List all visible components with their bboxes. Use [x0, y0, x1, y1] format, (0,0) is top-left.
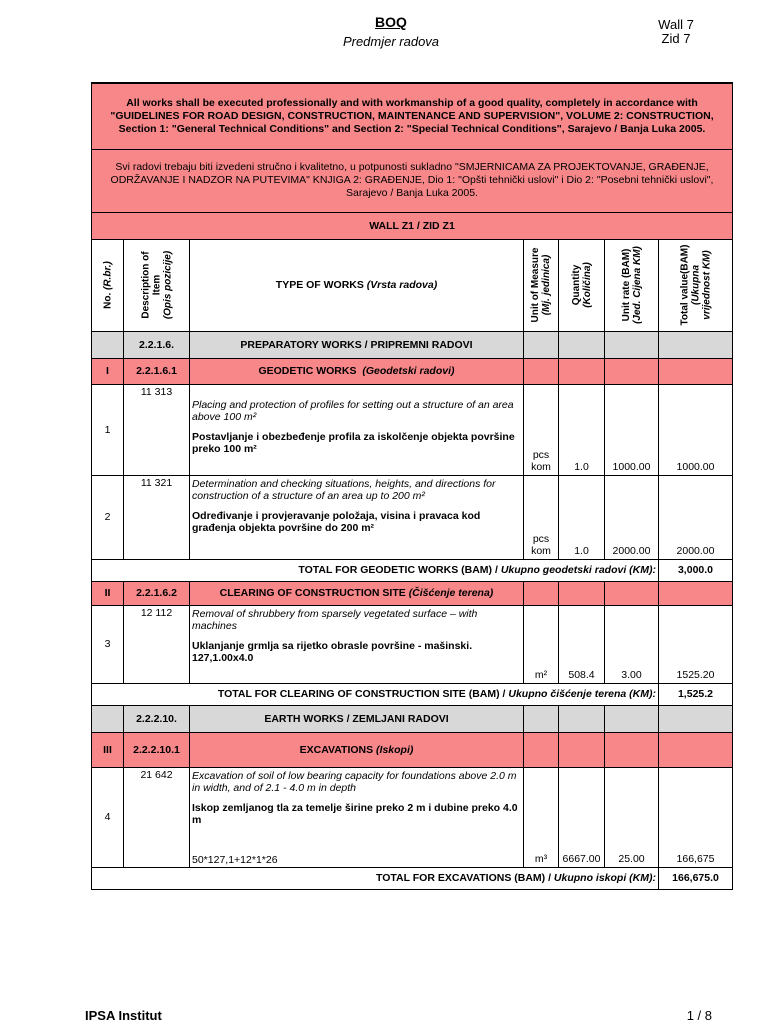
item-rate: 2000.00 [605, 475, 659, 559]
item-description-en: Determination and checking situations, heights, and directions for construction of a structure of an area up to 200 m² [192, 477, 496, 502]
total-label: TOTAL FOR GEODETIC WORKS (BAM) / Ukupno geodetski radovi (KM): [92, 559, 659, 581]
column-header-row [92, 239, 733, 331]
item-total: 2000.00 [659, 475, 733, 559]
item-code: 12 112 [124, 605, 190, 683]
col-qty-bs: (Količina) [581, 262, 593, 308]
total-value: 3,000.0 [659, 559, 733, 581]
col-no-en: No. [102, 292, 113, 309]
intro-english: All works shall be executed professionally and with workmanship of a good quality, completely in accordance with "GUIDELINES FOR ROAD DESIGN, CONSTRUCTION, MAINTENANCE AND SUPERVISION", VOLUME 2: CONSTRUCTION, Section 1: "General Technical Conditions" and Section 2: "Special Technical Conditions", Sarajevo / Banja Luka 2005. [92, 83, 733, 149]
section-row-prep [92, 331, 733, 358]
item-rate: 25.00 [605, 767, 659, 867]
total-row-excav [92, 867, 733, 889]
col-no-bs: (R.br.) [102, 261, 113, 290]
item-unit: m² [524, 605, 559, 683]
item-description [190, 605, 524, 683]
section-title: PREPARATORY WORKS / PRIPREMNI RADOVI [190, 331, 524, 358]
col-header-total [659, 239, 733, 331]
item-quantity: 1.0 [559, 475, 605, 559]
item-code: 11 313 [124, 384, 190, 475]
intro-en-row [92, 83, 733, 149]
wall-reference-en: Wall 7 [658, 17, 694, 32]
section-title: EARTH WORKS / ZEMLJANI RADOVI [190, 705, 524, 732]
item-code: 11 321 [124, 475, 190, 559]
col-type-en: TYPE OF WORKS [275, 279, 364, 291]
subsection-roman: II [92, 581, 124, 605]
col-header-no [92, 239, 124, 331]
subsection-row-excav [92, 732, 733, 767]
col-rate-bs: (Jed. Cijena KM) [631, 246, 643, 324]
total-value: 166,675.0 [659, 867, 733, 889]
subsection-code: 2.2.1.6.1 [124, 358, 190, 384]
item-description-bs: Određivanje i provjeravanje položaja, visina i pravaca kod građenja objekta površine do 200 m² [192, 509, 481, 534]
boq-table [91, 82, 733, 890]
col-header-description [124, 239, 190, 331]
item-unit: m³ [524, 767, 559, 867]
col-header-quantity [559, 239, 605, 331]
col-unit-bs: (Mj. jedinica) [541, 254, 552, 316]
col-type-bs: (Vrsta radova) [366, 279, 438, 291]
section-code: 2.2.2.10. [124, 705, 190, 732]
footer-organization: IPSA Institut [85, 1008, 162, 1023]
subsection-code: 2.2.1.6.2 [124, 581, 190, 605]
item-description-bs: Uklanjanje grmlja sa rijetko obrasle površine - mašinski. 127,1.00x4.0 [192, 639, 473, 664]
item-description [190, 767, 524, 867]
item-unit: pcs kom [524, 384, 559, 475]
item-description [190, 384, 524, 475]
intro-bs-row [92, 149, 733, 212]
subsection-title: CLEARING OF CONSTRUCTION SITE (Čišćenje terena) [190, 581, 524, 605]
wall-label-row [92, 212, 733, 239]
document-subtitle: Predmjer radova [342, 34, 440, 49]
total-row-geo [92, 559, 733, 581]
col-total-en: Total value(BAM) [679, 244, 690, 326]
item-description-bs: Postavljanje i obezbeđenje profila za iskolčenje objekta površine preko 100 m² [192, 430, 515, 455]
subsection-title: EXCAVATIONS (Iskopi) [190, 732, 524, 767]
item-no: 1 [92, 384, 124, 475]
item-total: 1000.00 [659, 384, 733, 475]
col-header-rate [605, 239, 659, 331]
col-rate-en: Unit rate (BAM) [620, 248, 632, 322]
item-no: 4 [92, 767, 124, 867]
item-no: 2 [92, 475, 124, 559]
section-code: 2.2.1.6. [124, 331, 190, 358]
item-rate: 3.00 [605, 605, 659, 683]
section-row-earth [92, 705, 733, 732]
subsection-row-geo [92, 358, 733, 384]
item-row [92, 475, 733, 559]
item-quantity: 6667.00 [559, 767, 605, 867]
col-unit-en: Unit of Measure [530, 247, 541, 323]
item-code: 21 642 [124, 767, 190, 867]
item-total: 166,675 [659, 767, 733, 867]
subsection-row-clearing [92, 581, 733, 605]
item-row [92, 384, 733, 475]
item-quantity: 508.4 [559, 605, 605, 683]
document-title: BOQ [375, 14, 407, 30]
total-label: TOTAL FOR EXCAVATIONS (BAM) / Ukupno iskopi (KM): [92, 867, 659, 889]
col-desc-bs: (Opis pozicije) [162, 250, 173, 320]
item-unit: pcs kom [524, 475, 559, 559]
wall-reference-bs: Zid 7 [661, 31, 691, 46]
col-header-type [190, 239, 524, 331]
item-total: 1525.20 [659, 605, 733, 683]
item-row [92, 605, 733, 683]
subsection-roman: III [92, 732, 124, 767]
footer-page-number: 1 / 8 [686, 1008, 712, 1023]
col-qty-en: Quantity [570, 264, 582, 306]
item-calculation: 50*127,1+12*1*26 [192, 853, 278, 866]
item-no: 3 [92, 605, 124, 683]
item-description-en: Removal of shrubbery from sparsely vegetated surface – with machines [192, 607, 478, 632]
item-description-bs: Iskop zemljanog tla za temelje širine preko 2 m i dubine preko 4.0 m [192, 801, 518, 826]
item-description [190, 475, 524, 559]
col-desc-en: Description of Item [140, 251, 162, 319]
item-rate: 1000.00 [605, 384, 659, 475]
item-description-en: Placing and protection of profiles for setting out a structure of an area above 100 m² [192, 398, 514, 423]
subsection-code: 2.2.2.10.1 [124, 732, 190, 767]
item-row [92, 767, 733, 867]
total-row-clearing [92, 683, 733, 705]
subsection-title: GEODETIC WORKS (Geodetski radovi) [190, 358, 524, 384]
wall-reference [646, 18, 706, 46]
wall-label: WALL Z1 / ZID Z1 [92, 212, 733, 239]
col-header-unit [524, 239, 559, 331]
col-total-bs: (Ukupna vrijednost KM) [690, 250, 712, 320]
subsection-roman: I [92, 358, 124, 384]
item-quantity: 1.0 [559, 384, 605, 475]
total-value: 1,525.2 [659, 683, 733, 705]
item-description-en: Excavation of soil of low bearing capacity for foundations above 2.0 m in width, and of 2.1 - 4.0 m in depth [192, 769, 517, 794]
total-label: TOTAL FOR CLEARING OF CONSTRUCTION SITE (BAM) / Ukupno čišćenje terena (KM): [92, 683, 659, 705]
intro-local: Svi radovi trebaju biti izvedeni stručno i kvalitetno, u potpunosti sukladno "SMJERNICAMA ZA PROJEKTOVANJE, GRAĐENJE, ODRŽAVANJE I NADZOR NA PUTEVIMA" KNJIGA 2: GRAĐENJE, Dio 1: "Opšti tehnički uslovi" i Dio 2: "Posebni tehnički uslovi", Sarajevo / Banja Luka 2005. [92, 149, 733, 212]
